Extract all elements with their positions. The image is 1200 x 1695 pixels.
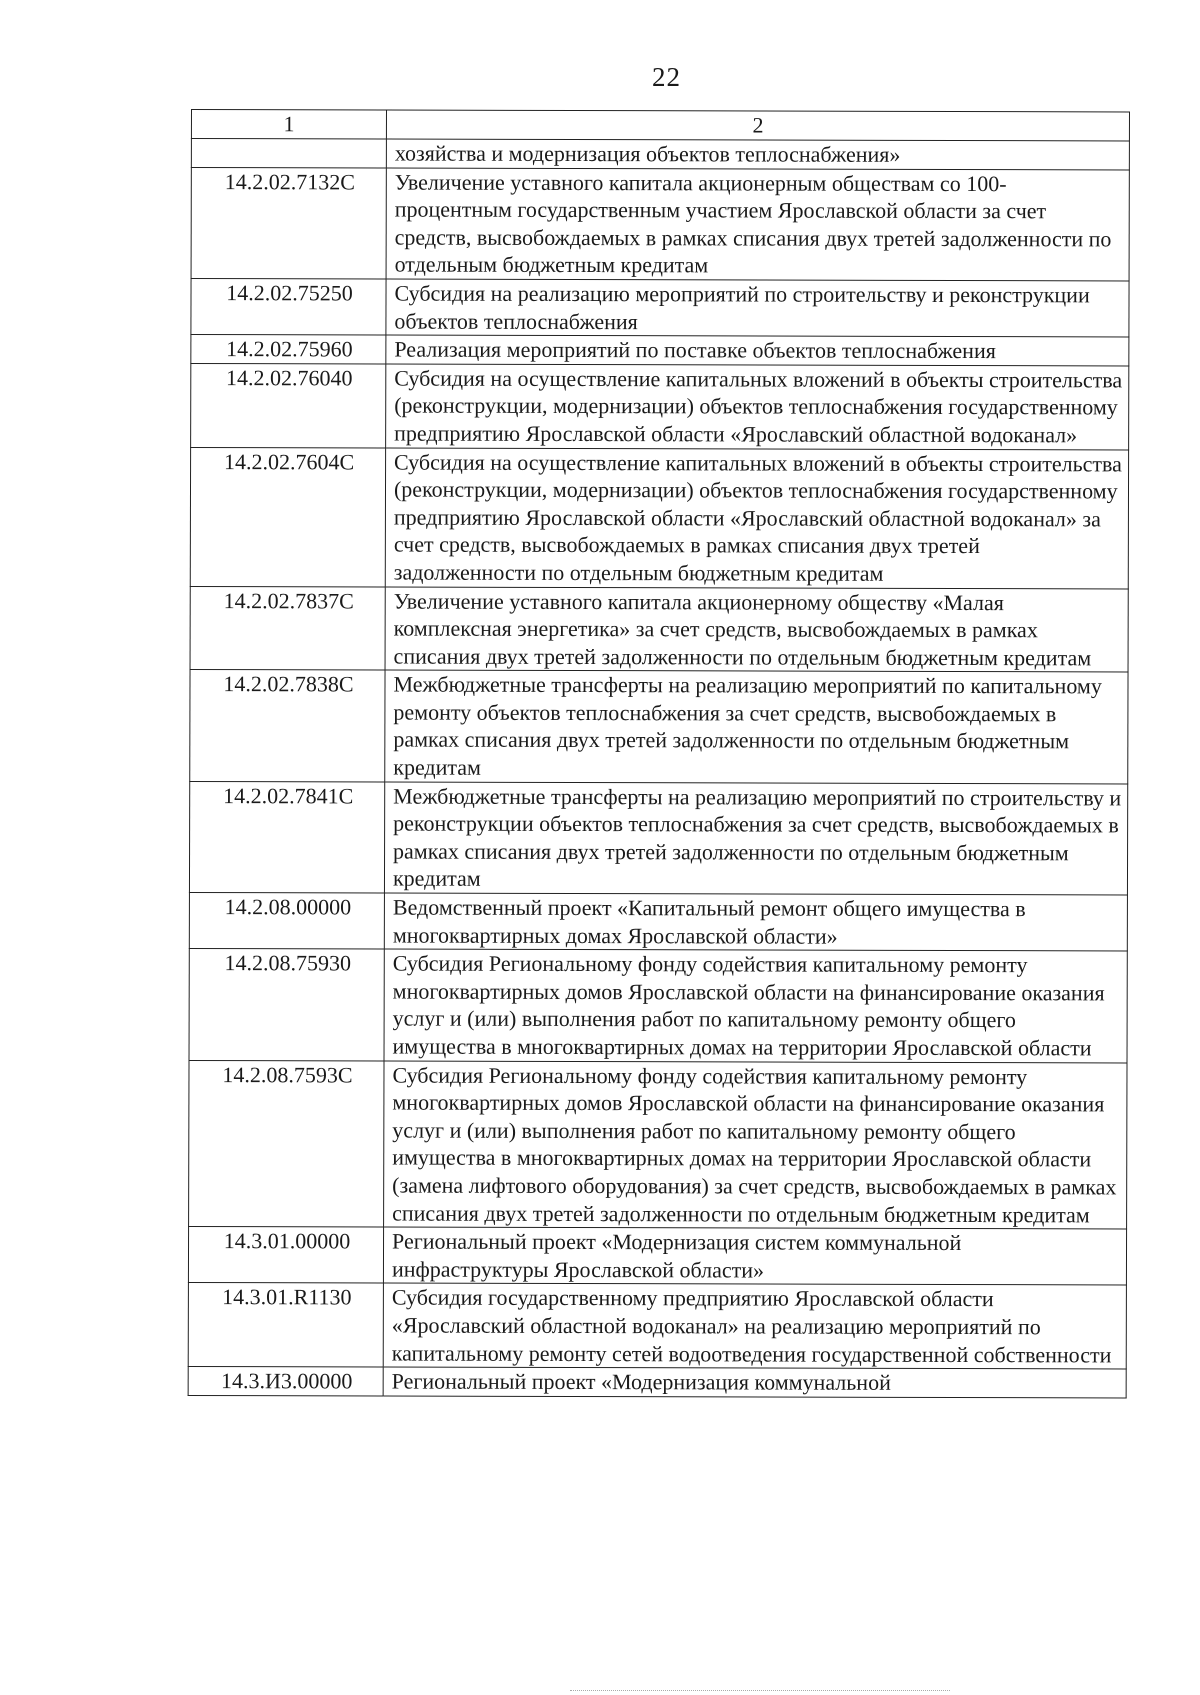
table-row: [191, 167, 1129, 281]
row-description: Субсидия государственному предприятию Ярославской области «Ярославский областной водоканал» на реализацию мероприятий по капитальному ремонту сетей водоотведения государственной собственности: [383, 1283, 1126, 1369]
table-row: [190, 447, 1128, 588]
row-description: Межбюджетные трансферты на реализацию мероприятий по капитальному ремонту объектов теплоснабжения за счет средств, высвобождаемых в рамках списания двух третей задолженности по отдельным бюджетным кредитам: [385, 670, 1128, 783]
page-number: 22: [652, 62, 681, 92]
row-code: [191, 139, 386, 168]
table-header-row: [191, 110, 1129, 141]
table-row: [189, 893, 1127, 952]
row-description: Межбюджетные трансферты на реализацию мероприятий по строительству и реконструкции объектов теплоснабжения за счет средств, высвобождаемых в рамках списания двух третей задолженности по отдельным бюджетным кредитам: [384, 782, 1127, 895]
row-code: 14.2.08.75930: [189, 949, 384, 1061]
row-description: Субсидия на реализацию мероприятий по строительству и реконструкции объектов теплоснабжения: [386, 279, 1129, 337]
row-code: 14.2.08.7593С: [189, 1060, 384, 1227]
row-description: хозяйства и модернизация объектов теплоснабжения»: [386, 139, 1129, 170]
scan-artifact-line: [570, 1690, 950, 1695]
table-row: [188, 1283, 1126, 1369]
table-row: [189, 1060, 1127, 1229]
budget-classification-table: [188, 109, 1130, 1398]
table-row: [190, 586, 1128, 672]
row-code: 14.2.02.7132С: [191, 167, 386, 279]
table-row: [191, 139, 1129, 170]
row-description: Региональный проект «Модернизация систем коммунальной инфраструктуры Ярославской области»: [383, 1227, 1126, 1285]
row-code: 14.2.02.7604С: [190, 447, 385, 586]
column-header-description: 2: [386, 110, 1129, 141]
row-code: 14.3.01.R1130: [188, 1283, 383, 1367]
row-description: Ведомственный проект «Капитальный ремонт общего имущества в многоквартирных домах Ярославской области»: [384, 893, 1127, 951]
row-description: Увеличение уставного капитала акционерным обществам со 100-процентным государственным участием Ярославской области за счет средств, высвобождаемых в рамках списания двух третей задолженности по отдельным бюджетным кредитам: [386, 168, 1129, 281]
row-description: Субсидия Региональному фонду содействия капитальному ремонту многоквартирных домов Ярославской области на финансирование оказания услуг и (или) выполнения работ по капитальному ремонту общего имущества в многоквартирных домах на территории Ярославской области: [384, 949, 1127, 1062]
row-code: 14.2.02.76040: [191, 363, 386, 447]
table-row: [189, 781, 1127, 895]
table-row: [188, 1227, 1126, 1286]
row-code: 14.2.02.7837С: [190, 586, 385, 670]
row-code: 14.3.01.00000: [188, 1227, 383, 1284]
row-description: Субсидия Региональному фонду содействия капитальному ремонту многоквартирных домов Ярославской области на финансирование оказания услуг и (или) выполнения работ по капитальному ремонту общего имущества в многоквартирных домах на территории Ярославской области (замена лифтового оборудования) за счет средств, высвобождаемых в рамках списания двух третей задолженности по отдельным бюджетным кредитам: [384, 1061, 1127, 1230]
row-code: 14.2.02.75960: [191, 335, 386, 364]
row-code: 14.2.02.75250: [191, 278, 386, 335]
table-row: [191, 278, 1129, 337]
table-row: [190, 670, 1128, 784]
row-description: Увеличение уставного капитала акционерному обществу «Малая комплексная энергетика» за счет средств, высвобождаемых в рамках списания двух третей задолженности по отдельным бюджетным кредитам: [385, 587, 1128, 673]
table-row: [191, 335, 1129, 366]
row-code: 14.3.И3.00000: [188, 1367, 383, 1396]
row-code: 14.2.08.00000: [189, 893, 384, 950]
table-row: [191, 363, 1129, 449]
column-header-code: 1: [191, 110, 386, 140]
row-description: Субсидия на осуществление капитальных вложений в объекты строительства (реконструкции, модернизации) объектов теплоснабжения государственному предприятию Ярославской области «Ярославский областной водоканал» за счет средств, высвобождаемых в рамках списания двух третей задолженности по отдельным бюджетным кредитам: [385, 448, 1128, 589]
row-description: Реализация мероприятий по поставке объектов теплоснабжения: [386, 335, 1129, 366]
row-description: Субсидия на осуществление капитальных вложений в объекты строительства (реконструкции, модернизации) объектов теплоснабжения государственному предприятию Ярославской области «Ярославский областной водоканал»: [386, 364, 1129, 450]
table-row: [188, 1367, 1126, 1398]
row-description: Региональный проект «Модернизация коммунальной: [383, 1367, 1126, 1398]
row-code: 14.2.02.7838С: [190, 670, 385, 782]
row-code: 14.2.02.7841С: [189, 781, 384, 893]
table-row: [189, 949, 1127, 1063]
